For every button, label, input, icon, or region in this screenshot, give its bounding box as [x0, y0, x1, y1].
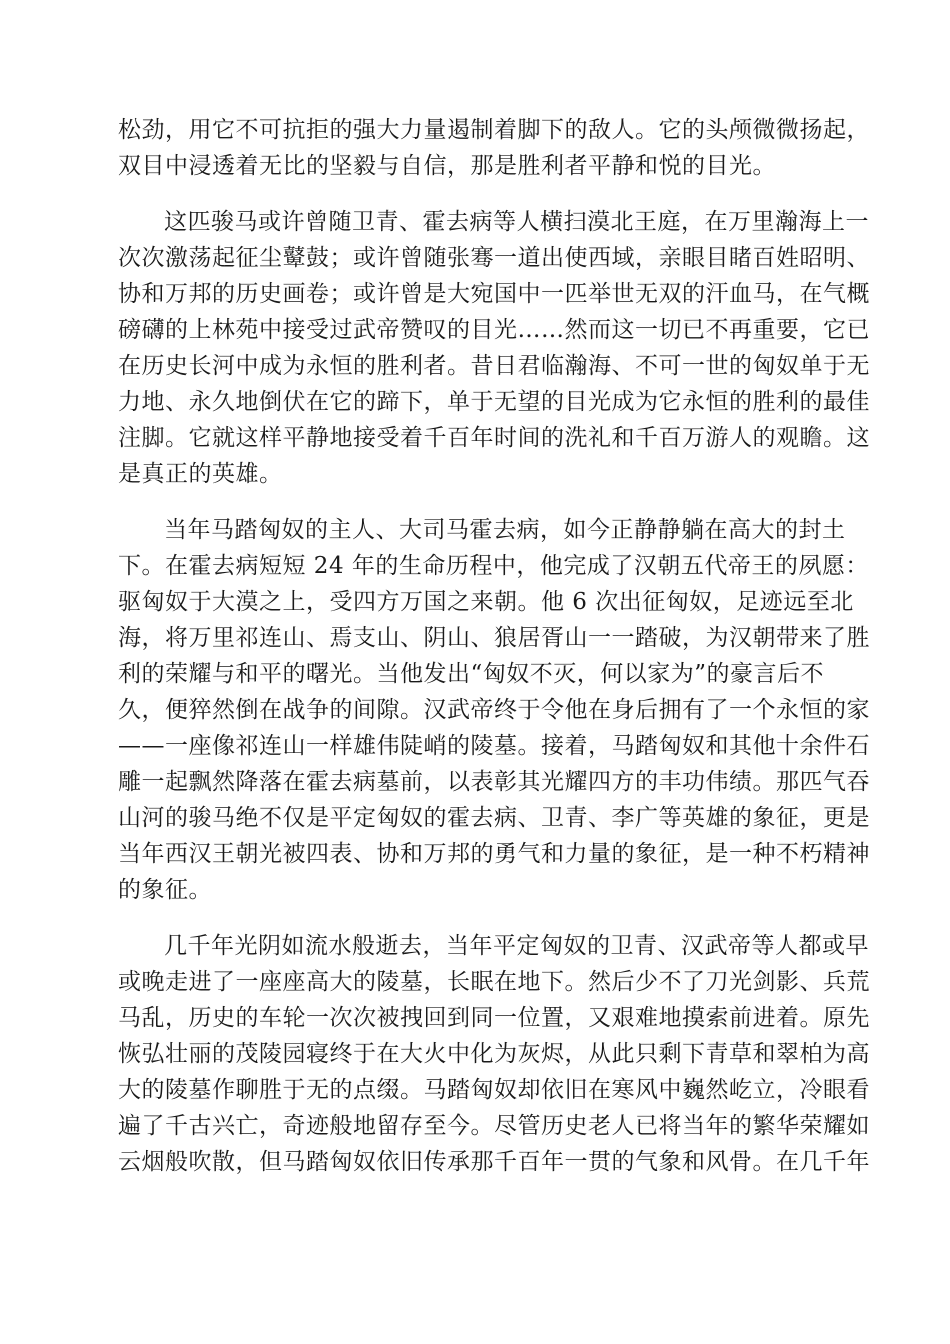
text-line: 山河的骏马绝不仅是平定匈奴的霍去病、卫青、李广等英雄的象征，更是 — [118, 805, 870, 831]
text-line: 是真正的英雄。 — [118, 461, 283, 487]
text-line: 海，将万里祁连山、焉支山、阴山、狼居胥山一一踏破，为汉朝带来了胜 — [118, 625, 870, 651]
text-line: 双目中浸透着无比的坚毅与自信，那是胜利者平静和悦的目光。 — [118, 153, 776, 179]
paragraph-4 — [118, 928, 870, 1180]
text-line: ——一座像祁连山一样雄伟陡峭的陵墓。接着，马踏匈奴和其他十余件石 — [118, 733, 870, 759]
text-line: 久，便猝然倒在战争的间隙。汉武帝终于令他在身后拥有了一个永恒的家 — [118, 697, 870, 723]
text-line: 雕一起飘然降落在霍去病墓前，以表彰其光耀四方的丰功伟绩。那匹气吞 — [118, 769, 870, 795]
text-line: 这匹骏马或许曾随卫青、霍去病等人横扫漠北王庭，在万里瀚海上一 — [164, 209, 869, 235]
text-line: 大的陵墓作聊胜于无的点缀。马踏匈奴却依旧在寒风中巍然屹立，冷眼看 — [118, 1077, 870, 1103]
document-page — [118, 112, 870, 1200]
text-line: 的象征。 — [118, 877, 212, 903]
text-line: 在历史长河中成为永恒的胜利者。昔日君临瀚海、不可一世的匈奴单于无 — [118, 353, 870, 379]
text-line: 松劲，用它不可抗拒的强大力量遏制着脚下的敌人。它的头颅微微扬起， — [118, 117, 870, 143]
text-line: 恢弘壮丽的茂陵园寝终于在大火中化为灰烬，从此只剩下青草和翠柏为高 — [118, 1041, 870, 1067]
text-line: 协和万邦的历史画卷；或许曾是大宛国中一匹举世无双的汗血马，在气概 — [118, 281, 870, 307]
text-line: 当年西汉王朝光被四表、协和万邦的勇气和力量的象征，是一种不朽精神 — [118, 841, 870, 867]
text-line: 几千年光阴如流水般逝去，当年平定匈奴的卫青、汉武帝等人都或早 — [164, 933, 869, 959]
text-line: 次次激荡起征尘鼙鼓；或许曾随张骞一道出使西域，亲眼目睹百姓昭明、 — [118, 245, 870, 271]
paragraph-3 — [118, 512, 870, 908]
text-line: 下。在霍去病短短 24 年的生命历程中，他完成了汉朝五代帝王的夙愿： — [118, 553, 869, 579]
text-line: 云烟般吹散，但马踏匈奴依旧传承那千百年一贯的气象和风骨。在几千年 — [118, 1149, 870, 1175]
text-line: 力地、永久地倒伏在它的蹄下，单于无望的目光成为它永恒的胜利的最佳 — [118, 389, 870, 415]
text-line: 遍了千古兴亡，奇迹般地留存至今。尽管历史老人已将当年的繁华荣耀如 — [118, 1113, 870, 1139]
text-line: 注脚。它就这样平静地接受着千百年时间的洗礼和千百万游人的观瞻。这 — [118, 425, 870, 451]
text-line: 驱匈奴于大漠之上，受四方万国之来朝。他 6 次出征匈奴，足迹远至北 — [118, 589, 854, 615]
paragraph-2 — [118, 204, 870, 492]
paragraph-1 — [118, 112, 870, 184]
text-line: 当年马踏匈奴的主人、大司马霍去病，如今正静静躺在高大的封土 — [164, 517, 846, 543]
text-line: 利的荣耀与和平的曙光。当他发出“匈奴不灭，何以家为”的豪言后不 — [118, 661, 825, 687]
text-line: 或晚走进了一座座高大的陵墓，长眠在地下。然后少不了刀光剑影、兵荒 — [118, 969, 870, 995]
text-line: 磅礴的上林苑中接受过武帝赞叹的目光……然而这一切已不再重要，它已 — [118, 317, 870, 343]
text-line: 马乱，历史的车轮一次次被拽回到同一位置，又艰难地摸索前进着。原先 — [118, 1005, 870, 1031]
